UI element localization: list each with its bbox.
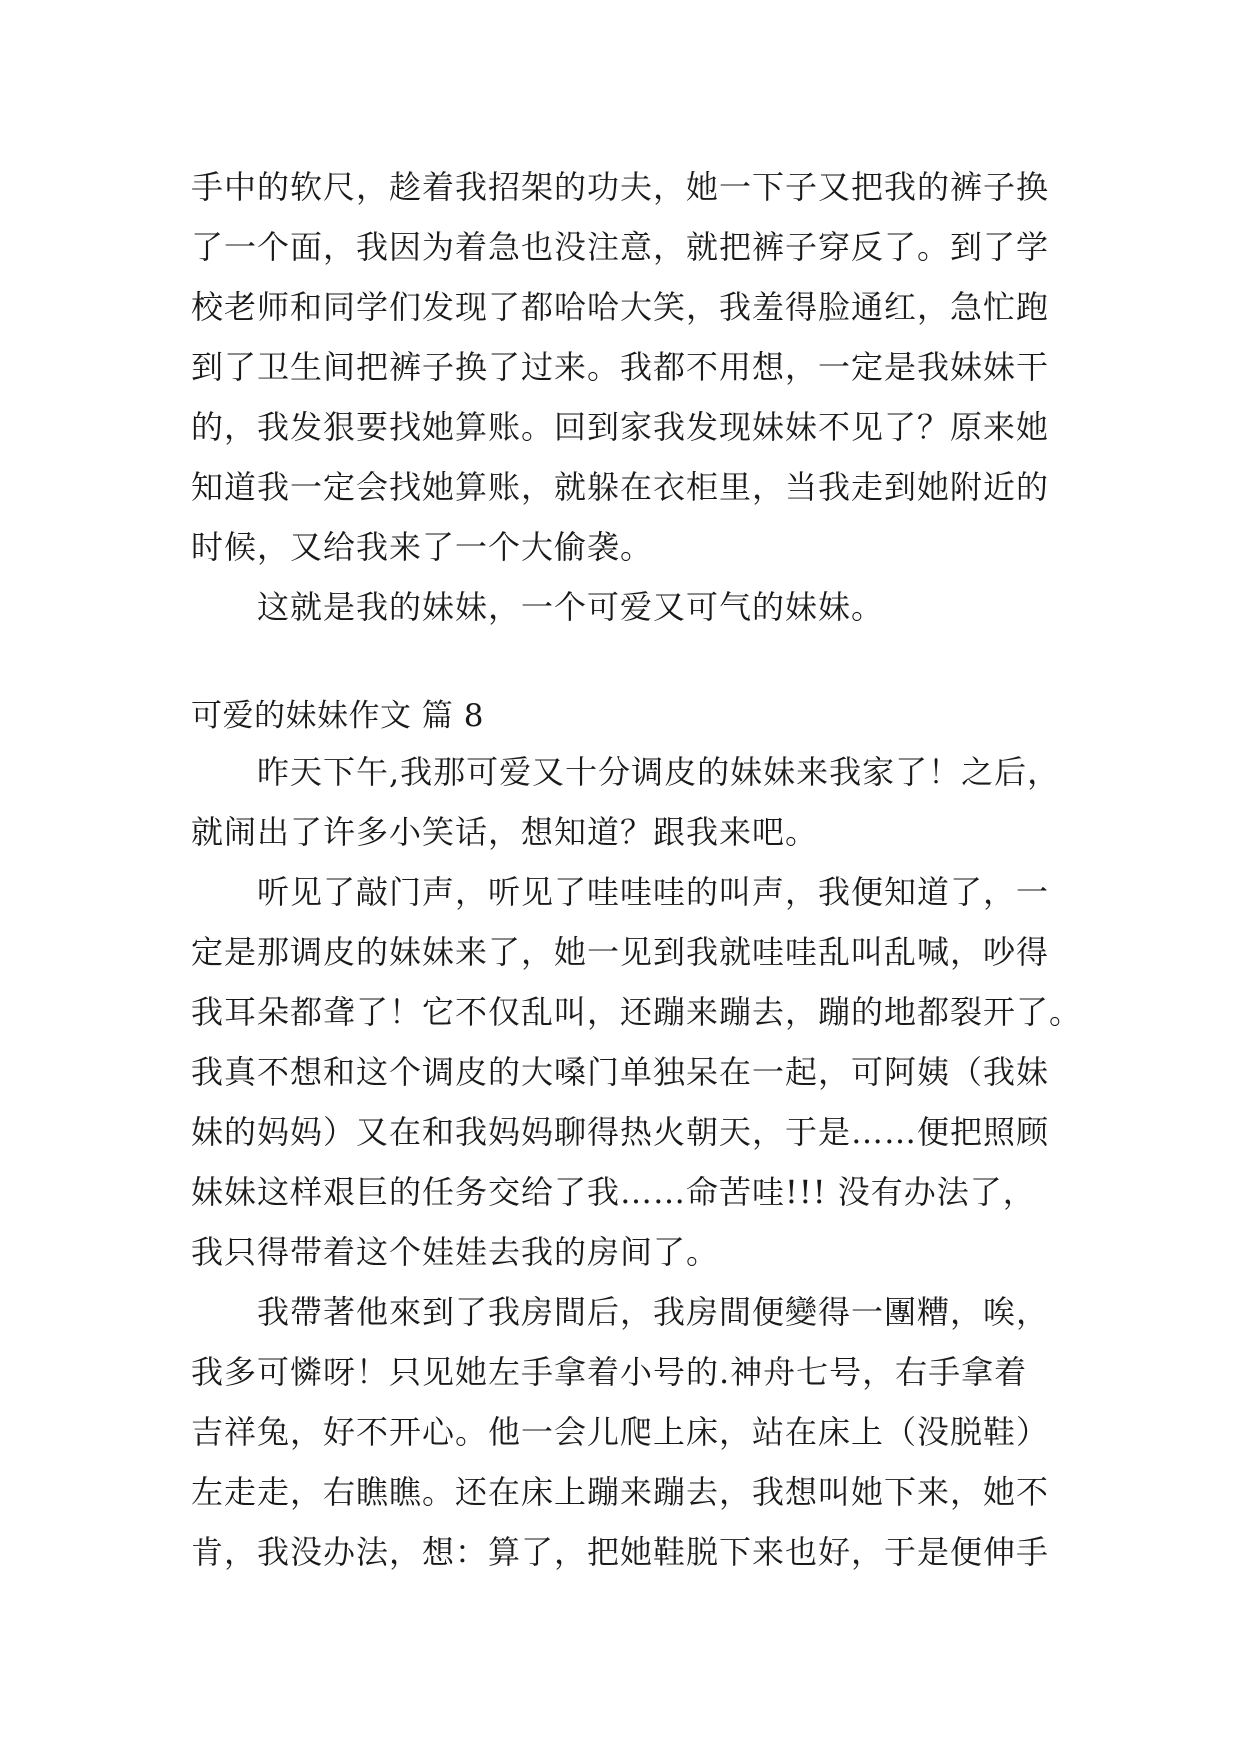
text-line: 妹的妈妈）又在和我妈妈聊得热火朝天，于是……便把照顾 [191,1113,1050,1151]
text-line: 手中的软尺，趁着我招架的功夫，她一下子又把我的裤子换 [191,168,1050,206]
text-line: 知道我一定会找她算账，就躲在衣柜里，当我走到她附近的 [191,468,1050,506]
essay-8-body [191,742,1083,1582]
text-line: 到了卫生间把裤子换了过来。我都不用想，一定是我妹妹干 [191,348,1050,386]
text-line: 我多可憐呀！只见她左手拿着小号的.神舟七号，右手拿着 [191,1353,1028,1391]
text-line: 肯，我没办法，想：算了，把她鞋脱下来也好，于是便伸手 [191,1533,1050,1571]
text-line: 我真不想和这个调皮的大嗓门单独呆在一起，可阿姨（我妹 [191,1053,1050,1091]
text-line: 校老师和同学们发现了都哈哈大笑，我羞得脸通红，急忙跑 [191,288,1050,326]
text-line: 定是那调皮的妹妹来了，她一见到我就哇哇乱叫乱喊，吵得 [191,933,1050,971]
text-line: 我耳朵都聋了！它不仅乱叫，还蹦来蹦去，蹦的地都裂开了。 [191,993,1083,1031]
text-line: 听见了敲门声，听见了哇哇哇的叫声，我便知道了，一 [257,873,1050,911]
essay-continuation [191,157,1061,637]
text-line: 就闹出了许多小笑话，想知道？跟我来吧。 [191,813,819,851]
text-line: 左走走，右瞧瞧。还在床上蹦来蹦去，我想叫她下来，她不 [191,1473,1050,1511]
text-line: 这就是我的妹妹，一个可爱又可气的妹妹。 [257,588,885,626]
text-line: 我只得带着这个娃娃去我的房间了。 [191,1233,720,1271]
section-heading-block [191,686,1061,746]
text-line: 时候，又给我来了一个大偷袭。 [191,528,654,566]
text-line: 我帶著他來到了我房間后，我房間便變得一團糟，唉， [257,1293,1050,1331]
text-line: 的，我发狠要找她算账。回到家我发现妹妹不见了？原来她 [191,408,1050,446]
text-line: 妹妹这样艰巨的任务交给了我……命苦哇!!! 没有办法了， [191,1173,1036,1211]
text-line: 了一个面，我因为着急也没注意，就把裤子穿反了。到了学 [191,228,1050,266]
text-line: 昨天下午,我那可爱又十分调皮的妹妹来我家了！之后， [257,753,1061,791]
text-line: 吉祥兔，好不开心。他一会儿爬上床，站在床上（没脱鞋） [191,1413,1050,1451]
section-title: 可爱的妹妹作文 篇 8 [191,698,484,734]
